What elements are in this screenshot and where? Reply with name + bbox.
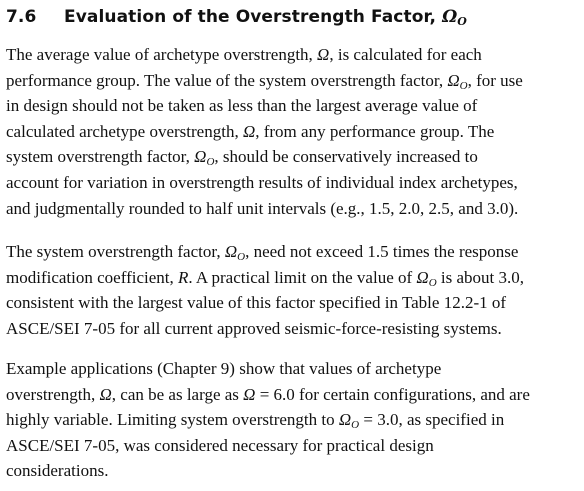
text-run: = 3.0, as specified in <box>359 410 505 430</box>
text-line <box>6 93 580 119</box>
text-run: calculated archetype overstrength, <box>6 121 243 141</box>
text-line <box>6 144 580 170</box>
text-run: , need not exceed 1.5 times the response <box>245 242 519 261</box>
math-symbol: Ω <box>99 384 112 404</box>
math-symbol: $\Omega_O$ <box>338 410 360 432</box>
text-run: is about 3.0, <box>436 267 525 287</box>
section-title: Evaluation of the Overstrength Factor, <box>64 7 443 27</box>
math-symbol: Ω <box>242 121 256 141</box>
math-symbol: R <box>177 267 189 287</box>
section-heading <box>6 7 467 27</box>
text-run: considerations. <box>6 461 109 481</box>
text-run: Example applications (Chapter 9) show that values of archetype <box>6 359 442 378</box>
text-run: performance group. The value of the system overstrength factor, <box>6 70 448 90</box>
text-line <box>6 382 580 408</box>
text-line <box>6 458 580 484</box>
text-line <box>6 407 580 433</box>
text-line <box>6 42 580 68</box>
text-line <box>6 433 580 459</box>
text-line <box>6 290 580 316</box>
text-line <box>6 170 580 196</box>
text-run: overstrength, <box>6 384 100 404</box>
text-run: The system overstrength factor, <box>6 242 225 261</box>
text-line <box>6 119 580 145</box>
math-symbol: $\Omega_O$ <box>194 147 215 169</box>
text-run: , should be conservatively increased to <box>214 147 478 167</box>
text-run: , can be as large as <box>111 384 244 404</box>
text-line <box>6 68 580 94</box>
text-run: modification coefficient, <box>6 267 178 287</box>
text-line <box>6 356 580 382</box>
text-run: ASCE/SEI 7-05, was considered necessary for practical design <box>6 435 434 455</box>
paragraph-example-applications <box>6 356 580 484</box>
math-symbol: $\Omega_O$ <box>416 267 437 289</box>
text-run: system overstrength factor, <box>6 147 195 167</box>
text-line <box>6 196 580 222</box>
text-run: account for variation in overstrength results of individual index archetypes, <box>6 172 518 192</box>
paragraph-overstrength-limit <box>6 239 580 341</box>
text-run: in design should not be taken as less than the largest average value of <box>6 96 478 116</box>
text-run: consistent with the largest value of this factor specified in Table 12.2-1 of <box>6 293 507 313</box>
section-number: 7.6 <box>6 7 37 27</box>
math-symbol: $\Omega_O$ <box>224 242 246 263</box>
heading-omega-symbol: $\Omega_O$ <box>442 7 467 28</box>
math-symbol: Ω <box>243 384 256 404</box>
text-run: , from any performance group. The <box>255 121 495 141</box>
text-line <box>6 239 580 265</box>
text-run: ASCE/SEI 7-05 for all current approved seismic-force-resisting systems. <box>6 318 502 338</box>
text-run: highly variable. Limiting system overstrength to <box>6 410 339 430</box>
text-line <box>6 265 580 291</box>
math-symbol: Ω <box>317 45 330 64</box>
math-symbol: $\Omega_O$ <box>447 70 468 92</box>
text-run: and judgmentally rounded to half unit intervals (e.g., 1.5, 2.0, 2.5, and 3.0). <box>6 198 519 218</box>
text-run: , is calculated for each <box>329 45 482 64</box>
paragraph-overstrength-definition <box>6 42 580 221</box>
text-run: . A practical limit on the value of <box>188 267 417 287</box>
text-line <box>6 316 580 342</box>
text-run: = 6.0 for certain configurations, and are <box>255 384 530 404</box>
text-run: , for use <box>467 70 523 90</box>
text-run: The average value of archetype overstrength, <box>6 45 318 64</box>
